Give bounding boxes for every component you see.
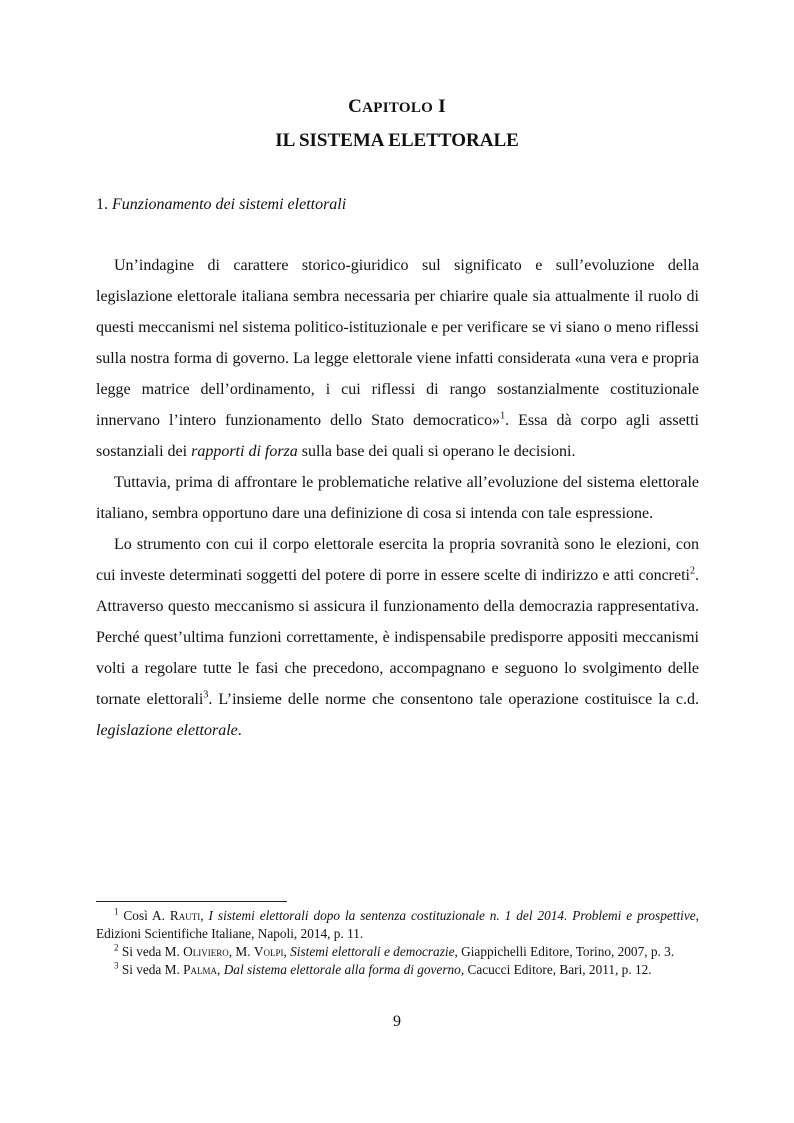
section-number: 1. bbox=[96, 196, 108, 213]
footnote-2-author-2: Volpi bbox=[253, 944, 284, 959]
paragraph-1-emphasis: rapporti di forza bbox=[191, 443, 298, 460]
footnote-3-text-a: Si veda M. bbox=[118, 962, 184, 977]
footnote-2-text-d: , Giappichelli Editore, Torino, 2007, p. 3. bbox=[454, 944, 675, 959]
chapter-heading bbox=[0, 96, 794, 118]
footnote-1-text-a: Così A. bbox=[118, 908, 170, 923]
footnote-1-author: Rauti bbox=[169, 908, 201, 923]
paragraph-3-text-c: . L’insieme delle norme che consentono tale operazione costituisce la c.d. bbox=[208, 691, 700, 708]
section-heading bbox=[96, 196, 346, 214]
paragraph-3-text-a: Lo strumento con cui il corpo elettorale esercita la propria sovranità sono le elezioni, con cui investe determinati soggetti del potere di porre in essere scelte di indirizzo e atti concreti bbox=[96, 536, 699, 584]
chapter-numeral: I bbox=[438, 96, 446, 117]
footnote-2-text-a: Si veda M. bbox=[118, 944, 184, 959]
paragraph-1-text-b: . Essa dà corpo agli assetti sostanziali dei bbox=[96, 412, 699, 460]
footnote-3-text-b: , bbox=[217, 962, 224, 977]
paragraph-3-text-d: . bbox=[237, 722, 242, 739]
paragraph-3-emphasis: legislazione elettorale bbox=[96, 722, 238, 739]
footnote-2-text-b: , M. bbox=[228, 944, 254, 959]
chapter-label-initial: C bbox=[348, 96, 363, 117]
footnote-2-work-title: Sistemi elettorali e democrazie bbox=[290, 944, 455, 959]
footnote-ref-3[interactable]: 3 bbox=[203, 689, 209, 701]
page-number: 9 bbox=[393, 1013, 401, 1030]
chapter-title: IL SISTEMA ELETTORALE bbox=[275, 130, 519, 151]
paragraph-2: Tuttavia, prima di affrontare le problematiche relative all’evoluzione del sistema elettorale italiano, sembra opportuno dare una definizione di cosa si intenda con tale espressione. bbox=[96, 474, 699, 522]
body-text bbox=[96, 250, 699, 746]
section-title: Funzionamento dei sistemi elettorali bbox=[112, 196, 347, 213]
footnotes bbox=[96, 907, 699, 979]
paragraph-1-text-c: sulla base dei quali si operano le decisioni. bbox=[297, 443, 576, 460]
footnote-3-number: 3 bbox=[114, 960, 119, 971]
paragraph-3-text-b: . Attraverso questo meccanismo si assicura il funzionamento della democrazia rappresentativa. Perché quest’ultima funzioni correttamente, è indispensabile predisporre appositi meccanismi volti a regolare tutte le fasi che precedono, accompagnano e seguono lo svolgimento delle tornate elettorali bbox=[96, 567, 699, 708]
footnote-1-text-c: , Edizioni Scientifiche Italiane, Napoli, 2014, p. 11. bbox=[96, 908, 699, 941]
footnote-ref-2[interactable]: 2 bbox=[690, 565, 695, 577]
footnote-3 bbox=[96, 961, 699, 979]
footnote-1-work-title: I sistemi elettorali dopo la sentenza costituzionale n. 1 del 2014. Problemi e prospettive bbox=[208, 908, 696, 923]
footnote-3-author: Palma bbox=[183, 962, 218, 977]
footnote-3-text-c: , Cacucci Editore, Bari, 2011, p. 12. bbox=[460, 962, 652, 977]
paragraph-1-text-a: Un’indagine di carattere storico-giuridico sul significato e sull’evoluzione della legislazione elettorale italiana sembra necessaria per chiarire quale sia attualmente il ruolo di questi meccanismi nel sistema politico-istituzionale e per verificare se vi siano o meno riflessi sulla nostra forma di governo. La legge elettorale viene infatti considerata «una vera e propria legge matrice dell’ordinamento, i cui riflessi di rango sostanzialmente costituzionale innervano l’intero funzionamento dello Stato democratico» bbox=[96, 257, 699, 429]
paragraph-3 bbox=[96, 529, 699, 746]
footnote-ref-1[interactable]: 1 bbox=[500, 410, 506, 422]
footnote-2 bbox=[96, 943, 699, 961]
footnote-3-work-title: Dal sistema elettorale alla forma di governo bbox=[223, 962, 461, 977]
footnote-2-author-1: Oliviero bbox=[183, 944, 229, 959]
paragraph-1 bbox=[96, 250, 699, 467]
chapter-label-rest: APITOLO bbox=[362, 100, 434, 116]
footnote-1-number: 1 bbox=[114, 906, 119, 917]
footnote-1 bbox=[96, 907, 699, 943]
footnote-2-number: 2 bbox=[114, 942, 119, 953]
footnote-separator bbox=[96, 901, 287, 902]
footnote-1-text-b: , bbox=[200, 908, 209, 923]
footnote-2-text-c: , bbox=[283, 944, 291, 959]
